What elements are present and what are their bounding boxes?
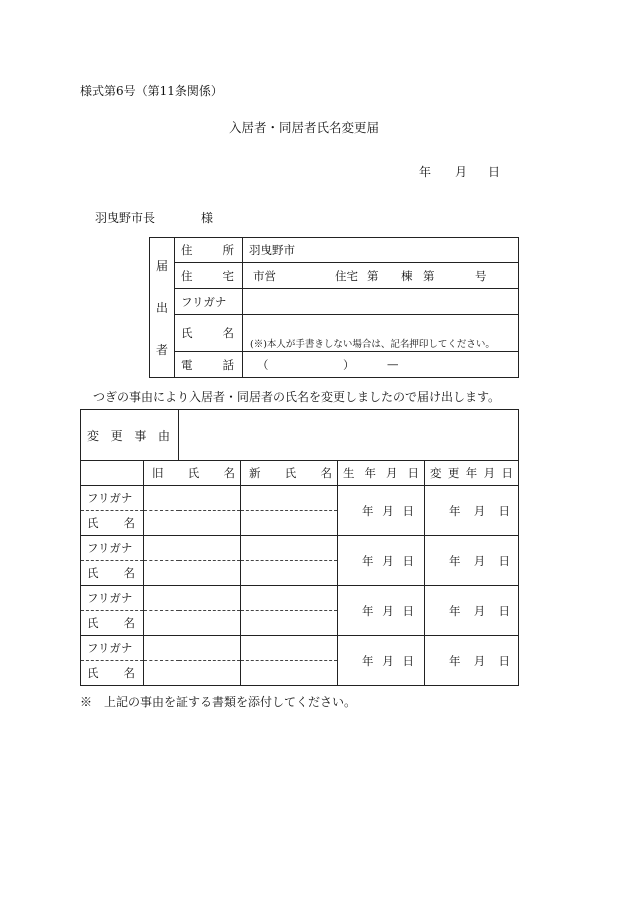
form-number: 様式第6号（第11条関係）	[80, 84, 223, 98]
label-char: 氏	[181, 326, 193, 340]
date-char: 日	[498, 653, 510, 668]
date-char: 年	[362, 503, 374, 518]
date-char: 月	[382, 603, 394, 618]
reason-char: 由	[157, 428, 170, 443]
header-empty-cell	[81, 461, 144, 486]
new-name-cell[interactable]	[241, 661, 338, 686]
label-char: 話	[222, 357, 234, 372]
header-old-name	[144, 461, 241, 486]
new-name-furigana-cell[interactable]	[241, 636, 338, 661]
applicant-table	[149, 237, 519, 378]
old-name-cell[interactable]	[144, 561, 241, 586]
date-char: 月	[473, 553, 486, 568]
name-row-label	[81, 611, 144, 636]
change-date-cell[interactable]	[425, 586, 519, 636]
birth-date-cell[interactable]	[338, 486, 425, 536]
name-note: (※)本人が手書きしない場合は、記名押印してください。	[250, 339, 495, 350]
date-char: 月	[473, 653, 486, 668]
label-char: 名	[123, 666, 135, 680]
old-name-furigana-cell[interactable]	[144, 486, 241, 511]
side-char: 出	[155, 300, 168, 315]
date-char: 日	[498, 603, 510, 618]
address-label-cell	[175, 238, 243, 263]
header-char: 変	[430, 466, 442, 480]
header-char: 年	[465, 466, 478, 480]
furigana-row-label	[81, 636, 144, 661]
name-label-cell	[175, 315, 243, 352]
residence-part: 市営	[253, 268, 276, 283]
new-name-cell[interactable]	[241, 561, 338, 586]
date-char: 月	[382, 503, 394, 518]
phone-label-cell	[175, 352, 243, 378]
address-value: 羽曳野市	[249, 243, 295, 257]
label-char: 氏	[87, 516, 99, 530]
phone-value-cell[interactable]	[243, 352, 519, 378]
label-char: 氏	[87, 566, 99, 580]
statement-text: つぎの事由により入居者・同居者の氏名を変更しましたので届け出します。	[93, 390, 501, 404]
date-day-label: 日	[488, 165, 501, 179]
furigana-label: フリガナ	[87, 591, 133, 605]
phone-part: （	[257, 357, 269, 372]
reason-value-cell[interactable]	[179, 410, 519, 461]
date-char: 月	[473, 503, 486, 518]
new-name-cell[interactable]	[241, 611, 338, 636]
header-char: 新	[249, 466, 261, 480]
birth-date-cell[interactable]	[338, 636, 425, 686]
label-char: 住	[181, 243, 193, 257]
header-char: 更	[447, 466, 460, 480]
old-name-furigana-cell[interactable]	[144, 536, 241, 561]
label-char: 名	[123, 616, 135, 630]
header-birth-date	[338, 461, 425, 486]
header-char: 日	[407, 466, 419, 480]
footnote: ※ 上記の事由を証する書類を添付してください。	[80, 695, 357, 709]
label-char: 名	[123, 516, 135, 530]
reason-char: 更	[110, 428, 123, 443]
date-char: 年	[362, 603, 374, 618]
label-char: 住	[181, 268, 193, 283]
applicant-side-label	[150, 238, 175, 378]
header-char: 名	[320, 466, 332, 480]
header-char: 生	[343, 466, 355, 480]
furigana-label: フリガナ	[87, 641, 133, 655]
date-char: 月	[382, 653, 394, 668]
date-char: 年	[362, 653, 374, 668]
date-month-label: 月	[455, 165, 468, 179]
old-name-furigana-cell[interactable]	[144, 636, 241, 661]
header-char: 旧	[152, 466, 164, 480]
header-char: 氏	[284, 466, 297, 480]
date-char: 月	[473, 603, 486, 618]
label-char: 所	[222, 243, 234, 257]
addressee-suffix: 様	[201, 211, 214, 225]
old-name-cell[interactable]	[144, 661, 241, 686]
old-name-cell[interactable]	[144, 511, 241, 536]
name-row-label	[81, 561, 144, 586]
phone-part: ）	[343, 357, 355, 372]
header-char: 氏	[187, 466, 200, 480]
reason-char: 変	[87, 428, 100, 443]
residence-part: 棟	[401, 268, 413, 283]
furigana-label: フリガナ	[87, 541, 133, 555]
label-char: 宅	[222, 268, 234, 283]
date-year-label: 年	[419, 165, 432, 179]
new-name-cell[interactable]	[241, 511, 338, 536]
furigana-row-label	[81, 536, 144, 561]
reason-label-cell	[81, 410, 179, 461]
old-name-furigana-cell[interactable]	[144, 586, 241, 611]
header-char: 月	[483, 466, 496, 480]
residence-part: 第	[423, 268, 435, 283]
date-char: 年	[362, 553, 374, 568]
change-table	[80, 409, 519, 686]
name-row-label	[81, 661, 144, 686]
date-char: 年	[449, 603, 461, 618]
date-char: 月	[382, 553, 394, 568]
old-name-cell[interactable]	[144, 611, 241, 636]
label-char: 氏	[87, 666, 99, 680]
document-title: 入居者・同居者氏名変更届	[229, 120, 380, 135]
date-char: 年	[449, 553, 461, 568]
label-char: 電	[181, 357, 193, 372]
furigana-label: フリガナ	[181, 294, 227, 309]
date-char: 日	[498, 503, 510, 518]
name-row-label	[81, 511, 144, 536]
date-char: 年	[449, 503, 461, 518]
addressee-name: 羽曳野市長	[95, 211, 156, 225]
side-char: 者	[155, 342, 168, 357]
furigana-value-cell[interactable]	[243, 289, 519, 315]
residence-value-cell[interactable]	[243, 263, 519, 289]
new-name-furigana-cell[interactable]	[241, 486, 338, 511]
residence-part: 号	[475, 268, 487, 283]
residence-part: 住宅	[335, 268, 358, 283]
header-char: 月	[386, 466, 398, 480]
header-char: 名	[223, 466, 235, 480]
change-date-cell[interactable]	[425, 536, 519, 586]
date-char: 日	[402, 653, 414, 668]
birth-date-cell[interactable]	[338, 536, 425, 586]
side-char: 届	[155, 258, 168, 273]
furigana-row-label	[81, 486, 144, 511]
header-char: 年	[364, 466, 376, 480]
label-char: 名	[123, 566, 135, 580]
header-change-date	[425, 461, 519, 486]
address-value-cell[interactable]	[243, 238, 519, 263]
reason-char: 事	[134, 428, 147, 443]
date-char: 日	[402, 503, 414, 518]
header-new-name	[241, 461, 338, 486]
furigana-label-cell	[175, 289, 243, 315]
new-name-furigana-cell[interactable]	[241, 586, 338, 611]
date-char: 日	[402, 603, 414, 618]
phone-part: —	[387, 356, 399, 371]
date-char: 日	[498, 553, 510, 568]
date-char: 日	[402, 553, 414, 568]
furigana-row-label	[81, 586, 144, 611]
label-char: 氏	[87, 616, 99, 630]
date-char: 年	[449, 653, 461, 668]
name-value-cell[interactable]	[243, 315, 519, 352]
residence-part: 第	[367, 268, 379, 283]
new-name-furigana-cell[interactable]	[241, 536, 338, 561]
change-date-cell[interactable]	[425, 486, 519, 536]
header-char: 日	[501, 466, 513, 480]
birth-date-cell[interactable]	[338, 586, 425, 636]
residence-label-cell	[175, 263, 243, 289]
change-date-cell[interactable]	[425, 636, 519, 686]
furigana-label: フリガナ	[87, 491, 133, 505]
label-char: 名	[222, 326, 234, 340]
